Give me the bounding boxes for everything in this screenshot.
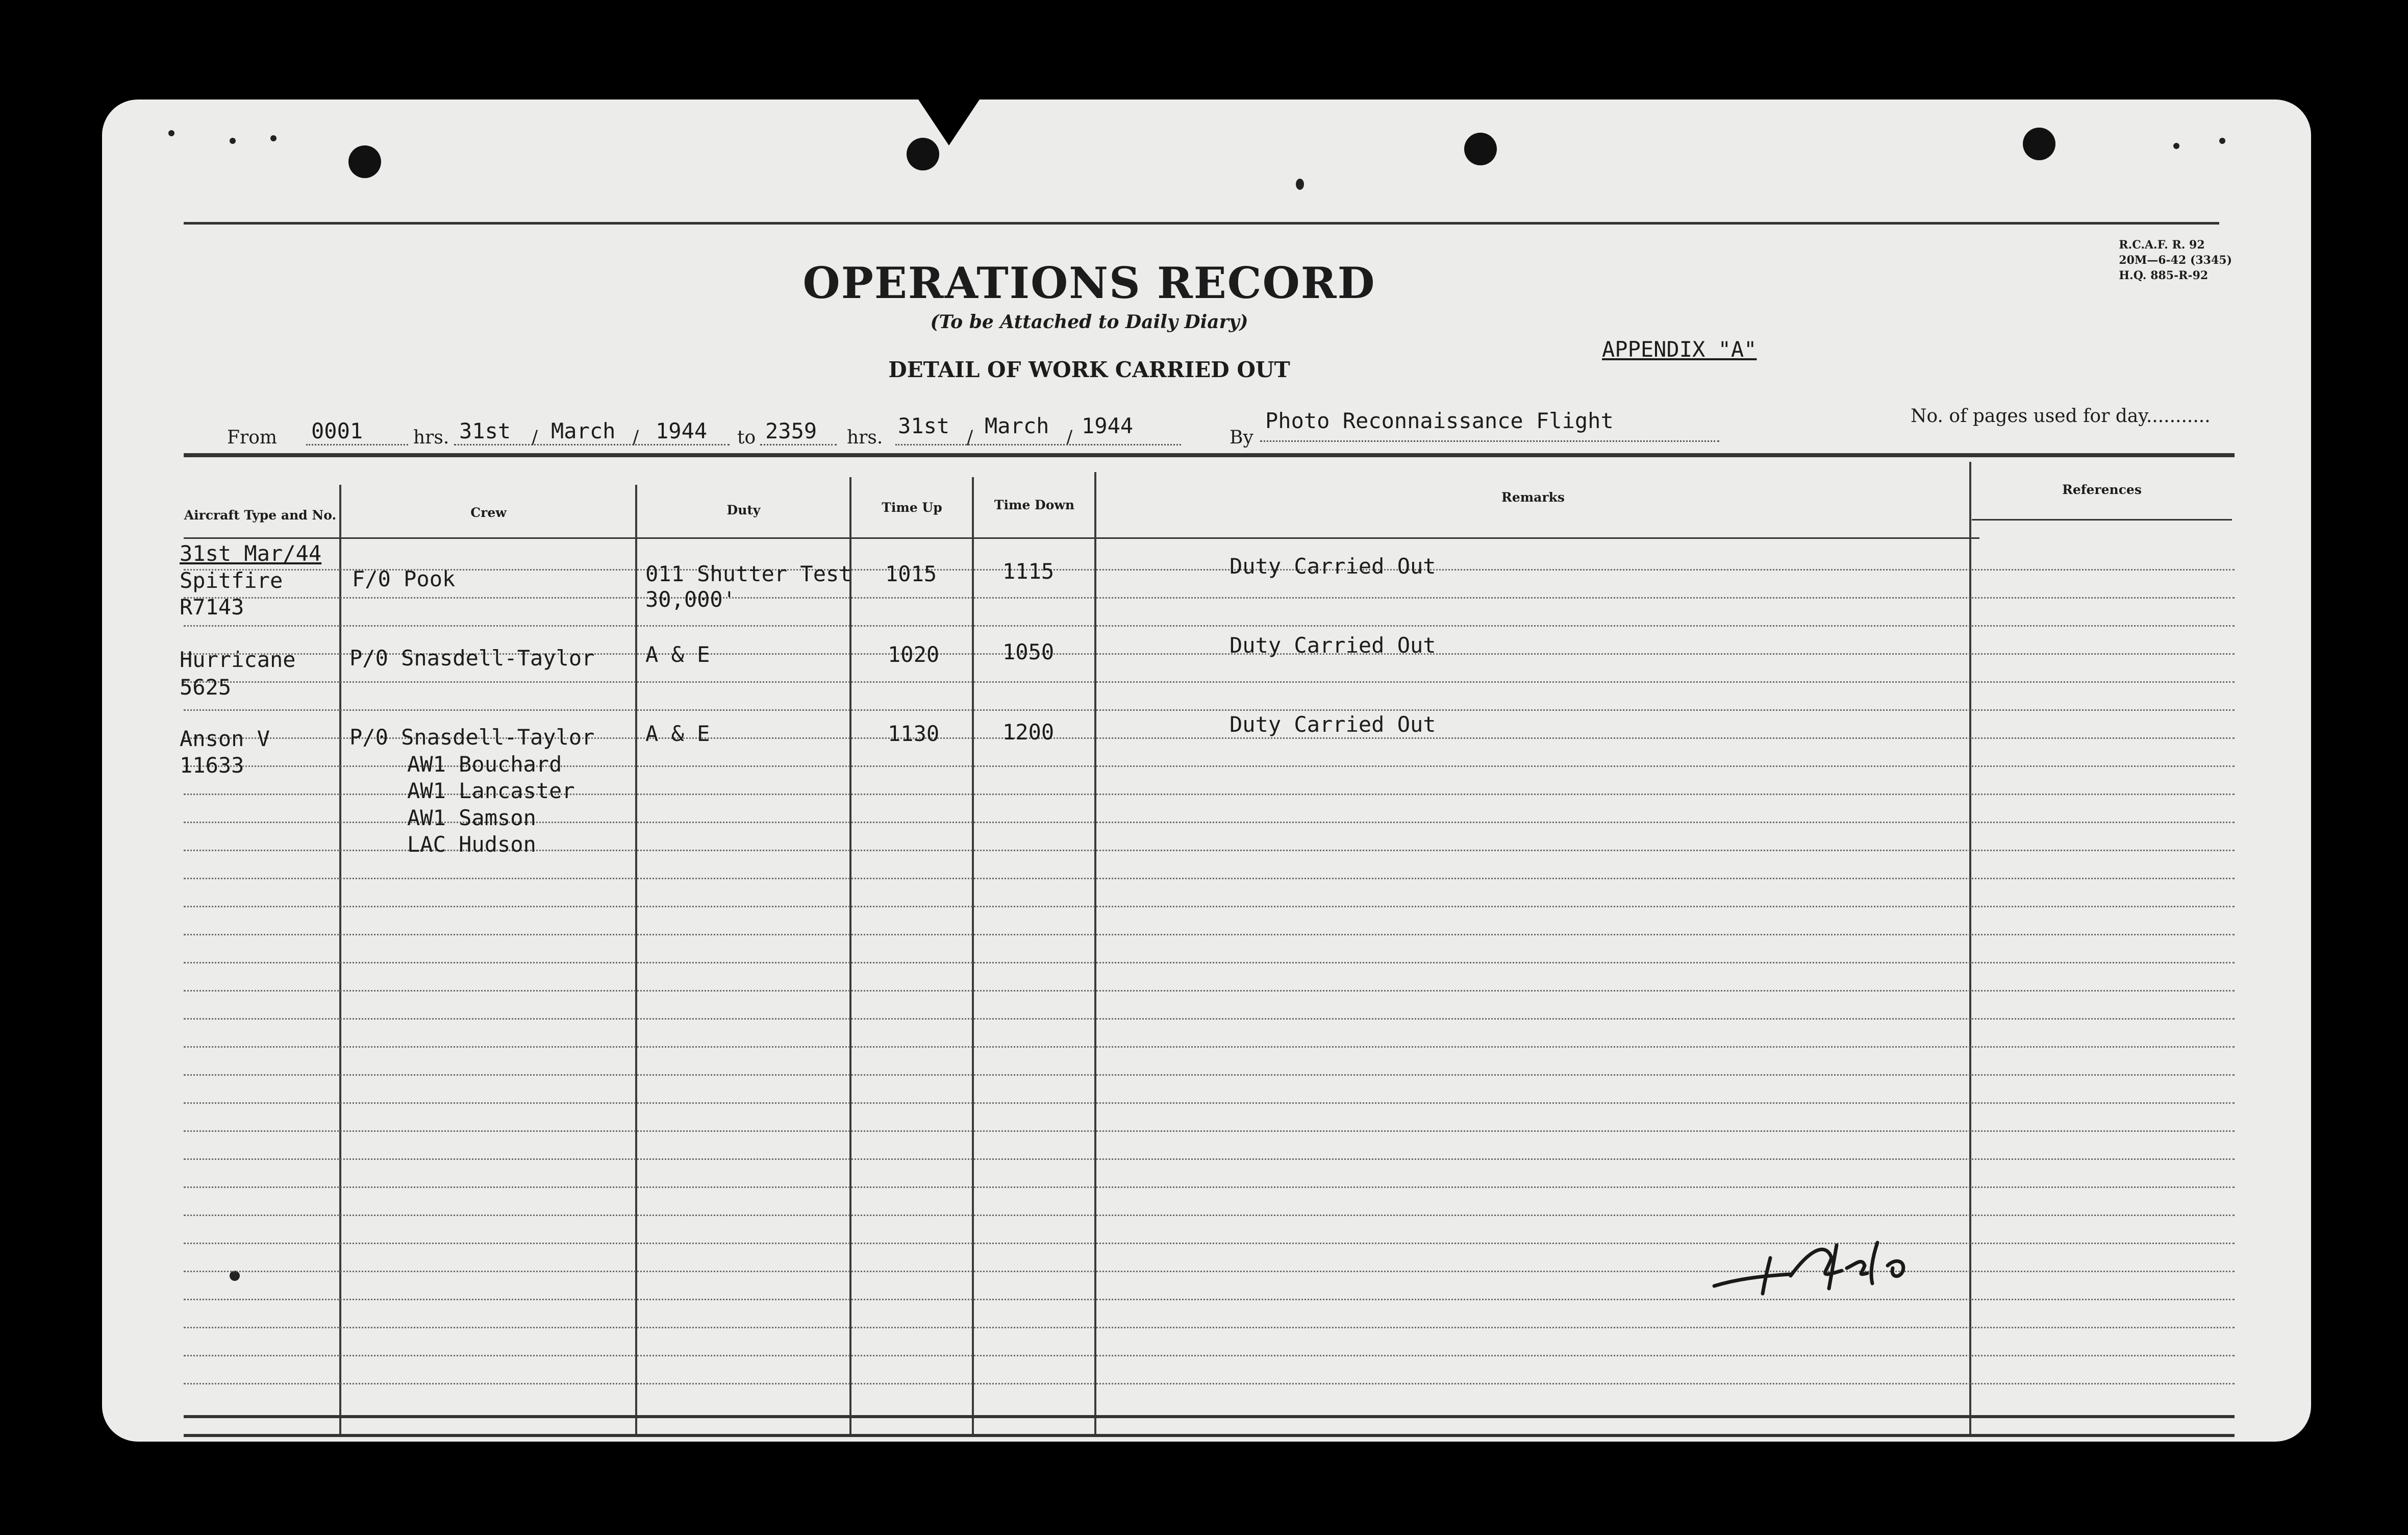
ruled-line bbox=[184, 906, 2235, 907]
ruled-line bbox=[184, 1102, 2235, 1104]
col-divider bbox=[1094, 472, 1096, 1434]
bottom-rule bbox=[184, 1415, 2235, 1418]
slash: / bbox=[532, 427, 538, 448]
crew-member: P/0 Snasdell-Taylor bbox=[349, 725, 595, 750]
ruled-line bbox=[184, 1299, 2235, 1300]
col-divider bbox=[849, 477, 851, 1434]
form-subtitle: (To be Attached to Daily Diary) bbox=[930, 311, 1248, 333]
speck bbox=[270, 135, 277, 141]
ruled-line bbox=[184, 1383, 2235, 1384]
card-tab-notch bbox=[918, 100, 980, 145]
time-down: 1050 bbox=[1002, 639, 1055, 664]
ruled-line bbox=[184, 1130, 2235, 1132]
speck bbox=[230, 1271, 240, 1281]
from-month: March bbox=[551, 418, 616, 443]
time-down: 1115 bbox=[1002, 559, 1055, 584]
remarks-text: Duty Carried Out bbox=[1230, 712, 1436, 737]
ruled-line bbox=[184, 1074, 2235, 1076]
col-timeup-header: Time Up bbox=[882, 500, 942, 515]
ruled-line bbox=[184, 681, 2235, 683]
col-duty-header: Duty bbox=[726, 503, 761, 517]
form-title: OPERATIONS RECORD bbox=[802, 258, 1376, 308]
speck bbox=[1296, 179, 1304, 190]
punch-hole bbox=[2023, 128, 2055, 160]
crew-member: AW1 Bouchard bbox=[407, 752, 562, 777]
underline bbox=[895, 444, 1181, 445]
crew-member: AW1 Lancaster bbox=[407, 778, 575, 803]
ruled-line bbox=[184, 1018, 2235, 1020]
form-number-line: H.Q. 885-R-92 bbox=[2119, 269, 2209, 282]
punch-hole bbox=[1464, 133, 1497, 165]
col-header-rule bbox=[184, 537, 1979, 539]
col-remarks-header: Remarks bbox=[1501, 490, 1565, 505]
ruled-line bbox=[184, 1327, 2235, 1328]
col-header-rule bbox=[1972, 519, 2232, 521]
to-year: 1944 bbox=[1082, 413, 1134, 438]
col-divider bbox=[339, 485, 341, 1434]
from-label: From bbox=[227, 427, 277, 448]
header-rule bbox=[184, 453, 2235, 457]
aircraft-type: Spitfire bbox=[180, 568, 283, 593]
time-up: 1130 bbox=[888, 721, 940, 746]
ruled-line bbox=[184, 934, 2235, 935]
crew-member: P/0 Snasdell-Taylor bbox=[349, 646, 595, 671]
time-up: 1020 bbox=[888, 642, 940, 667]
from-time: 0001 bbox=[311, 418, 363, 443]
col-divider bbox=[1969, 462, 1971, 1434]
ruled-line bbox=[184, 709, 2235, 711]
speck bbox=[2219, 138, 2225, 144]
ruled-line bbox=[184, 1355, 2235, 1356]
ruled-line bbox=[184, 569, 2235, 571]
to-time: 2359 bbox=[765, 418, 817, 443]
col-timedown-header: Time Down bbox=[994, 498, 1075, 512]
ruled-line bbox=[184, 597, 2235, 599]
ruled-line bbox=[184, 1046, 2235, 1048]
underline bbox=[454, 444, 730, 445]
ruled-line bbox=[184, 625, 2235, 627]
top-rule bbox=[184, 222, 2219, 225]
speck bbox=[230, 138, 236, 144]
from-day: 31st bbox=[459, 418, 511, 443]
crew-member: AW1 Samson bbox=[407, 805, 536, 830]
time-up: 1015 bbox=[885, 561, 937, 586]
hrs-label: hrs. bbox=[413, 427, 449, 448]
duty-text: 30,000' bbox=[645, 587, 736, 612]
ruled-line bbox=[184, 1215, 2235, 1216]
to-day: 31st bbox=[898, 413, 950, 438]
underline bbox=[760, 444, 837, 445]
form-number-line: R.C.A.F. R. 92 bbox=[2119, 238, 2205, 252]
crew-member: F/0 Pook bbox=[352, 566, 456, 591]
record-card bbox=[102, 100, 2311, 1442]
pages-used-label: No. of pages used for day........... bbox=[1911, 406, 2211, 427]
signature-mark bbox=[1709, 1227, 1944, 1299]
by-unit: Photo Reconnaissance Flight bbox=[1265, 408, 1614, 433]
speck bbox=[2173, 143, 2179, 149]
remarks-text: Duty Carried Out bbox=[1230, 554, 1436, 579]
ruled-line bbox=[184, 962, 2235, 963]
slash: / bbox=[1066, 427, 1073, 448]
ruled-line bbox=[184, 1186, 2235, 1188]
speck bbox=[168, 130, 174, 136]
col-divider bbox=[635, 485, 637, 1434]
duty-text: A & E bbox=[645, 721, 710, 746]
aircraft-type: Hurricane bbox=[180, 647, 296, 672]
ruled-line bbox=[184, 990, 2235, 992]
slash: / bbox=[633, 427, 639, 448]
ruled-line bbox=[184, 878, 2235, 879]
aircraft-number: 5625 bbox=[180, 675, 232, 700]
hrs-label: hrs. bbox=[847, 427, 883, 448]
col-aircraft-header: Aircraft Type and No. bbox=[184, 508, 337, 523]
date-heading: 31st Mar/44 bbox=[180, 541, 322, 566]
duty-text: 011 Shutter Test bbox=[645, 561, 852, 586]
slash: / bbox=[967, 427, 973, 448]
crew-member: LAC Hudson bbox=[407, 832, 536, 857]
appendix-label: APPENDIX "A" bbox=[1602, 337, 1757, 362]
duty-text: A & E bbox=[645, 642, 710, 667]
underline bbox=[1260, 440, 1719, 442]
remarks-text: Duty Carried Out bbox=[1230, 633, 1436, 658]
col-references-header: References bbox=[2062, 482, 2142, 497]
from-year: 1944 bbox=[656, 418, 708, 443]
to-month: March bbox=[985, 413, 1049, 438]
by-label: By bbox=[1230, 427, 1253, 448]
form-number-line: 20M—6-42 (3345) bbox=[2119, 254, 2232, 267]
aircraft-number: 11633 bbox=[180, 753, 244, 778]
col-crew-header: Crew bbox=[470, 505, 507, 520]
punch-hole bbox=[348, 145, 381, 178]
ruled-line bbox=[184, 1158, 2235, 1160]
aircraft-number: R7143 bbox=[180, 595, 244, 620]
time-down: 1200 bbox=[1002, 720, 1055, 745]
underline bbox=[306, 444, 408, 445]
form-heading: DETAIL OF WORK CARRIED OUT bbox=[888, 357, 1290, 382]
to-label: to bbox=[737, 427, 756, 448]
aircraft-type: Anson V bbox=[180, 726, 270, 751]
col-divider bbox=[972, 477, 974, 1434]
bottom-rule bbox=[184, 1434, 2235, 1437]
